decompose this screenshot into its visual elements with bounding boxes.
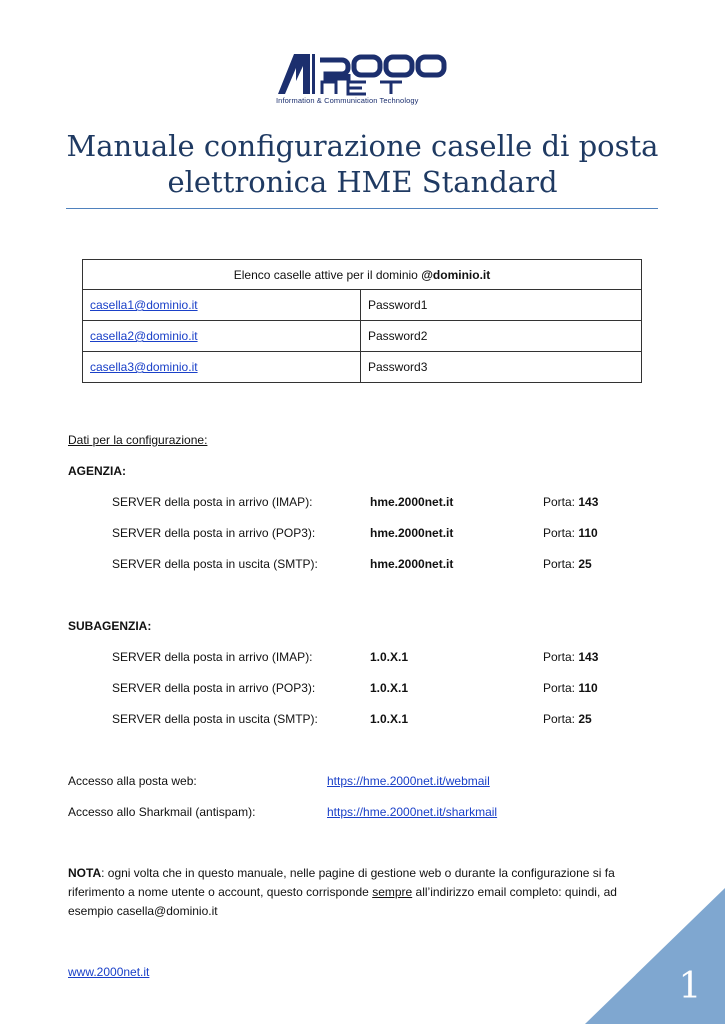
server-host: hme.2000net.it	[370, 557, 454, 571]
server-port: Porta: 25	[543, 557, 592, 571]
server-port: Porta: 110	[543, 681, 598, 695]
title-line-2: elettronica HME Standard	[167, 165, 558, 199]
account-email-link[interactable]: casella3@dominio.it	[90, 360, 198, 374]
server-port: Porta: 143	[543, 495, 599, 509]
server-host: 1.0.X.1	[370, 650, 409, 664]
sharkmail-row	[0, 804, 725, 820]
nota-label: NOTA	[68, 866, 102, 880]
server-label: SERVER della posta in arrivo (IMAP):	[112, 495, 313, 509]
server-label: SERVER della posta in arrivo (POP3):	[112, 681, 316, 695]
nota-emphasis: sempre	[372, 885, 413, 899]
server-label: SERVER della posta in uscita (SMTP):	[112, 712, 318, 726]
server-row	[0, 525, 725, 541]
server-row	[0, 556, 725, 572]
account-password: Password2	[361, 321, 642, 352]
domain-name: @dominio.it	[421, 267, 491, 282]
page-number: 1	[678, 966, 702, 1007]
server-port: Porta: 143	[543, 650, 599, 664]
server-label: SERVER della posta in arrivo (IMAP):	[112, 650, 313, 664]
title-divider	[66, 208, 658, 209]
account-password: Password3	[361, 352, 642, 383]
logo-tagline: Information & Communication Technology	[276, 96, 419, 105]
agenzia-title: AGENZIA:	[68, 464, 126, 478]
server-host: 1.0.X.1	[370, 681, 409, 695]
account-email-link[interactable]: casella2@dominio.it	[90, 329, 198, 343]
server-host: hme.2000net.it	[370, 526, 454, 540]
webmail-row	[0, 773, 725, 789]
logo-mark-icon	[276, 52, 452, 96]
server-host: 1.0.X.1	[370, 712, 409, 726]
server-port: Porta: 110	[543, 526, 598, 540]
account-email-link[interactable]: casella1@dominio.it	[90, 298, 198, 312]
webmail-label: Accesso alla posta web:	[68, 774, 197, 788]
page-title	[50, 128, 675, 200]
server-label: SERVER della posta in uscita (SMTP):	[112, 557, 318, 571]
table-caption: Elenco caselle attive per il dominio @dominio.it	[83, 260, 642, 290]
webmail-link[interactable]: https://hme.2000net.it/webmail	[327, 774, 490, 788]
table-row	[83, 290, 642, 321]
nota-paragraph: NOTA: ogni volta che in questo manuale, nelle pagine di gestione web o durante la configurazione si fa riferimento a nome utente o account, questo corrisponde sempre all’indirizzo email completo: quindi, ad esempio casella@dominio.it	[68, 866, 617, 918]
website-link[interactable]: www.2000net.it	[68, 965, 150, 979]
account-password: Password1	[361, 290, 642, 321]
server-host: hme.2000net.it	[370, 495, 454, 509]
table-row	[83, 352, 642, 383]
config-heading: Dati per la configurazione:	[68, 433, 208, 447]
sharkmail-label: Accesso allo Sharkmail (antispam):	[68, 805, 256, 819]
subagenzia-title: SUBAGENZIA:	[68, 619, 152, 633]
server-row	[0, 680, 725, 696]
server-label: SERVER della posta in arrivo (POP3):	[112, 526, 316, 540]
title-line-1: Manuale configurazione caselle di posta	[66, 129, 659, 163]
server-row	[0, 494, 725, 510]
server-port: Porta: 25	[543, 712, 592, 726]
server-row	[0, 711, 725, 727]
server-row	[0, 649, 725, 665]
accounts-table	[82, 259, 642, 383]
sharkmail-link[interactable]: https://hme.2000net.it/sharkmail	[327, 805, 498, 819]
table-row	[83, 321, 642, 352]
